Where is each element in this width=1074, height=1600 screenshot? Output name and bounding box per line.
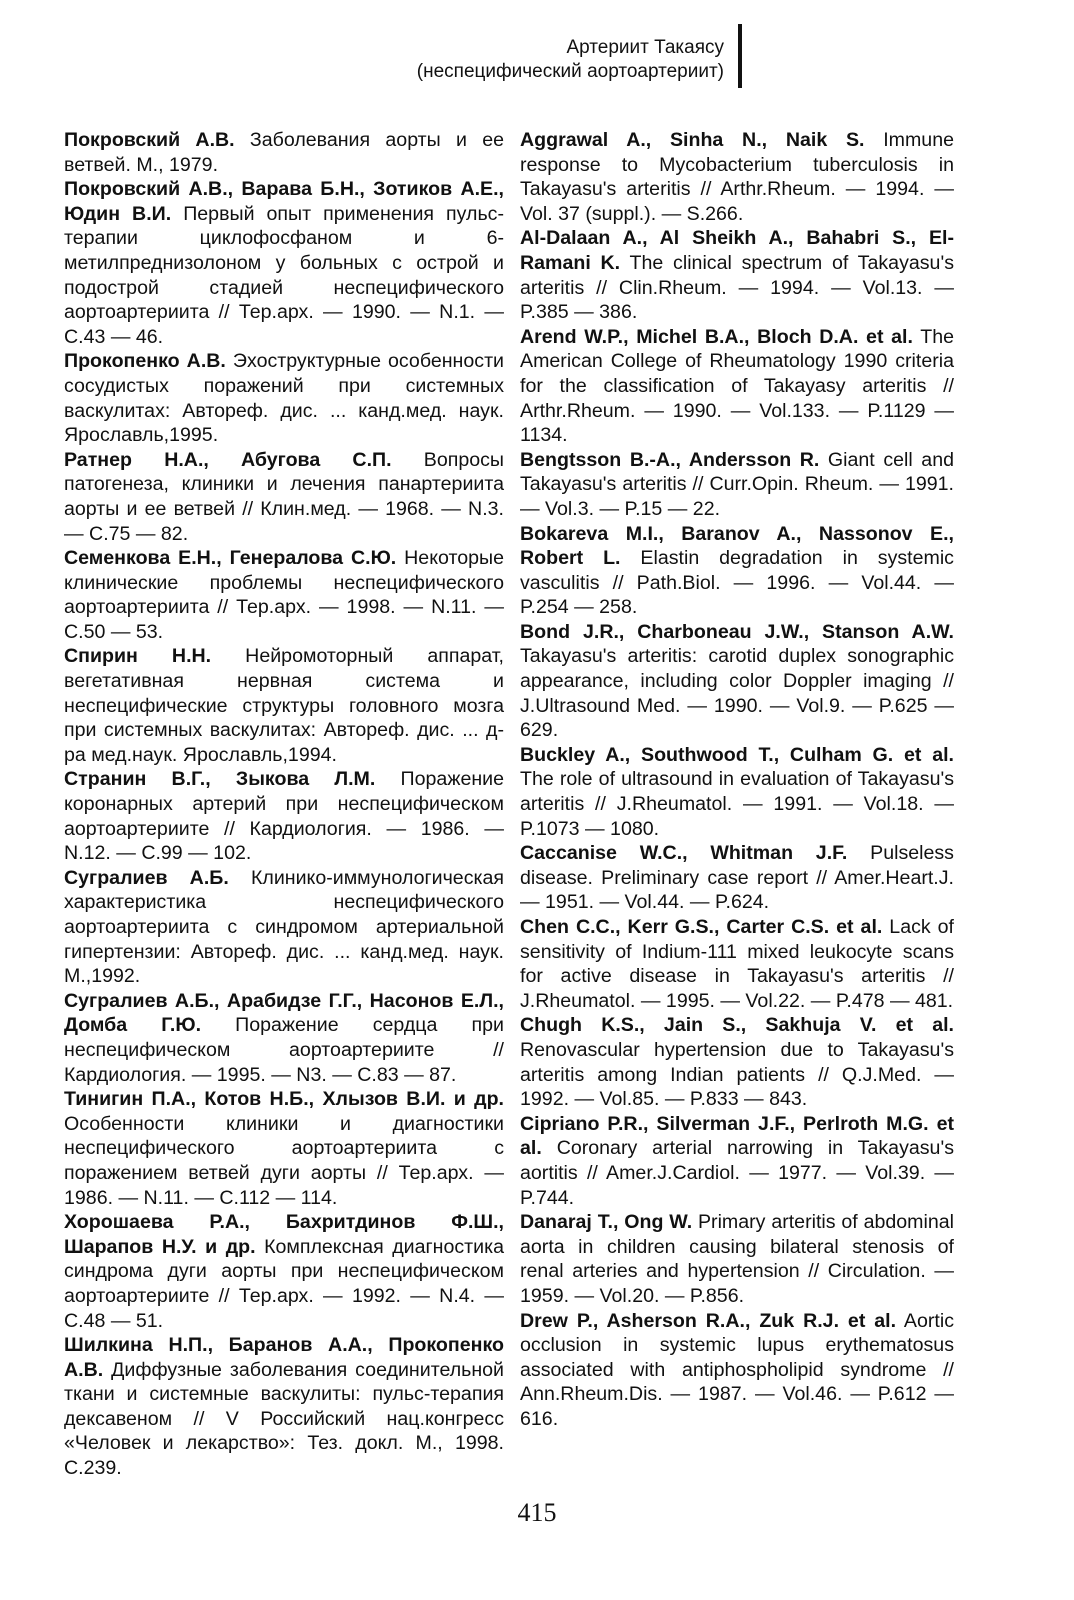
reference-authors: Chugh K.S., Jain S., Sakhuja V. et al. bbox=[520, 1014, 954, 1037]
header-vertical-rule bbox=[738, 24, 742, 88]
reference-authors: Покровский А.В. bbox=[64, 129, 235, 151]
reference-entry bbox=[64, 177, 504, 349]
reference-text: Клинико-иммунологическая характеристика неспецифического аортоартериита с синдромом артериальной гипертензии: Автореф. дис. ... канд.мед. наук. М.,1992. bbox=[64, 866, 504, 988]
reference-entry bbox=[64, 989, 504, 1087]
reference-entry bbox=[64, 128, 504, 177]
reference-text: Aortic occlusion in systemic lupus erythematosus associated with antiphospholipid syndrome // Ann.Rheum.Dis. — 1987. — Vol.46. — P.612 — 616. bbox=[520, 1309, 955, 1430]
page-number: 415 bbox=[517, 1498, 557, 1527]
reference-entry bbox=[64, 448, 504, 546]
reference-entry bbox=[520, 620, 954, 743]
reference-text: Эхоструктурные особенности сосудистых поражений при системных васкулитах: Автореф. дис. ... канд.мед. наук. Ярославль,1995. bbox=[64, 350, 504, 447]
reference-entry bbox=[520, 841, 954, 915]
reference-entry bbox=[520, 743, 954, 841]
reference-authors: Сугралиев А.Б. bbox=[64, 866, 229, 889]
reference-text: Первый опыт применения пульс-терапии циклофосфаном и 6-метилпреднизолоном у больных с острой и подострой стадией неспецифического аортоартериита // Тер.арх. — 1990. — N.1. — С.43 — 46. bbox=[64, 202, 504, 348]
reference-entry bbox=[64, 866, 504, 989]
reference-authors: Danaraj T., Ong W. bbox=[520, 1211, 693, 1234]
reference-text: Immune response to Mycobacterium tuberculosis in Takayasu's arteritis // Arthr.Rheum. — 1994. — Vol. 37 (suppl.). — S.266. bbox=[520, 129, 954, 225]
reference-authors: Bond J.R., Charboneau J.W., Stanson A.W. bbox=[520, 620, 954, 643]
reference-authors: Хорошаева Р.А., Бахритдинов Ф.Ш., Шарапов Н.У. и др. bbox=[64, 1211, 504, 1258]
header-subtitle: (неспецифический аортоартериит) bbox=[416, 61, 724, 82]
reference-text: Диффузные заболевания соединительной ткани и системные васкулиты: пульс-терапия дексавеном // V Российский нац.конгресс «Человек и лекарство»: Тез. докл. М., 1998. С.239. bbox=[64, 1358, 504, 1480]
reference-authors: Al-Dalaan A., Al Sheikh A., Bahabri S., El-Ramani K. bbox=[520, 227, 954, 274]
references-right-column bbox=[520, 128, 954, 1431]
reference-authors: Aggrawal A., Sinha N., Naik S. bbox=[520, 129, 865, 151]
reference-entry bbox=[64, 644, 504, 767]
reference-entry bbox=[520, 915, 954, 1013]
reference-text: Giant cell and Takayasu's arteritis // Curr.Opin. Rheum. — 1991. — Vol.3. — P.15 — 22. bbox=[520, 448, 954, 520]
references-left-column bbox=[64, 128, 504, 1481]
reference-entry bbox=[520, 522, 954, 620]
reference-authors: Покровский А.В., Варава Б.Н., Зотиков А.Е., Юдин В.И. bbox=[64, 178, 504, 225]
reference-text: Комплексная диагностика синдрома дуги аорты при неспецифическом аортоартериите // Тер.арх. — 1992. — N.4. — С.48 — 51. bbox=[64, 1235, 504, 1332]
reference-entry bbox=[520, 1013, 954, 1111]
reference-text: Нейромоторный аппарат, вегетативная нервная система и неспецифические структуры головного мозга при системных васкулитах: Автореф. дис. ... д-ра мед.наук. Ярославль,1994. bbox=[64, 645, 504, 766]
reference-entry bbox=[520, 325, 954, 448]
reference-entry bbox=[520, 1309, 954, 1432]
reference-authors: Bokareva M.I., Baranov A., Nassonov E., Robert L. bbox=[520, 522, 954, 570]
reference-text: The role of ultrasound in evaluation of Takayasu's arteritis // J.Rheumatol. — 1991. — Vol.18. — P.1073 — 1080. bbox=[520, 768, 954, 840]
reference-text: The American College of Rheumatology 1990 criteria for the classification of Takayasy arteritis // Arthr.Rheum. — 1990. — Vol.133. — P.1129 — 1134. bbox=[520, 325, 954, 447]
reference-authors: Спирин Н.Н. bbox=[64, 645, 212, 668]
reference-entry bbox=[520, 128, 954, 226]
reference-authors: Cipriano P.R., Silverman J.F., Perlroth M.G. et al. bbox=[520, 1112, 954, 1160]
reference-text: Вопросы патогенеза, клиники и лечения панартериита аорты и ее ветвей // Клин.мед. — 1968. — N.3. — С.75 — 82. bbox=[64, 448, 504, 545]
reference-text: Pulseless disease. Preliminary case report // Amer.Heart.J. — 1951. — Vol.44. — P.624. bbox=[520, 842, 954, 914]
reference-text: Особенности клиники и диагностики неспецифического аортоартериита с поражением ветвей дуги аорты // Тер.арх. — 1986. — N.11. — С.112 — 114. bbox=[64, 1112, 504, 1209]
reference-authors: Сугралиев А.Б., Арабидзе Г.Г., Насонов Е.Л., Домба Г.Ю. bbox=[64, 989, 504, 1037]
reference-authors: Bengtsson B.-A., Andersson R. bbox=[520, 448, 820, 471]
reference-authors: Прокопенко А.В. bbox=[64, 350, 226, 373]
reference-text: Поражение сердца при неспецифическом аортоартериите // Кардиология. — 1995. — N3. — С.83 — 87. bbox=[64, 1014, 505, 1086]
reference-text: The clinical spectrum of Takayasu's arteritis // Clin.Rheum. — 1994. — Vol.13. — P.385 — 386. bbox=[520, 251, 954, 324]
header-title: Артериит Такаясу bbox=[566, 37, 724, 58]
reference-text: Coronary arterial narrowing in Takayasu's aortitis // Amer.J.Cardiol. — 1977. — Vol.39. — P.744. bbox=[520, 1137, 954, 1209]
reference-authors: Drew P., Asherson R.A., Zuk R.J. et al. bbox=[520, 1309, 897, 1332]
reference-entry bbox=[64, 349, 504, 447]
reference-authors: Тинигин П.А., Котов Н.Б., Хлызов В.И. и др. bbox=[64, 1088, 504, 1111]
reference-text: Поражение коронарных артерий при неспецифическом аортоартериите // Кардиология. — 1986. — N.12. — С.99 — 102. bbox=[64, 768, 504, 865]
reference-authors: Странин В.Г., Зыкова Л.М. bbox=[64, 768, 376, 791]
reference-entry bbox=[64, 1333, 504, 1481]
reference-authors: Arend W.P., Michel B.A., Bloch D.A. et al. bbox=[520, 325, 913, 348]
reference-text: Некоторые клинические проблемы неспецифического аортоартериита // Тер.арх. — 1998. — N.11. — С.50 — 53. bbox=[64, 547, 504, 643]
reference-authors: Buckley A., Southwood T., Culham G. et al. bbox=[520, 743, 954, 766]
reference-entry bbox=[64, 1210, 504, 1333]
reference-entry bbox=[64, 767, 504, 865]
reference-text: Takayasu's arteritis: carotid duplex sonographic appearance, including color Doppler imaging // J.Ultrasound Med. — 1990. — Vol.9. — P.625 — 629. bbox=[520, 645, 954, 742]
reference-entry bbox=[64, 546, 504, 644]
reference-text: Заболевания аорты и ее ветвей. М., 1979. bbox=[64, 129, 505, 176]
reference-authors: Семенкова Е.Н., Генералова С.Ю. bbox=[64, 547, 397, 570]
reference-authors: Chen C.C., Kerr G.S., Carter C.S. et al. bbox=[520, 916, 883, 938]
reference-text: Primary arteritis of abdominal aorta in children causing bilateral stenosis of renal arteries and hypertension // Circulation. — 1959. — Vol.20. — P.856. bbox=[520, 1211, 954, 1307]
reference-entry bbox=[520, 448, 954, 522]
reference-entry bbox=[64, 1087, 504, 1210]
reference-authors: Шилкина Н.П., Баранов А.А., Прокопенко А.В. bbox=[64, 1334, 504, 1381]
running-header bbox=[344, 36, 724, 84]
reference-entry bbox=[520, 1210, 954, 1308]
reference-authors: Caccanise W.C., Whitman J.F. bbox=[520, 842, 848, 865]
reference-authors: Ратнер Н.А., Абугова С.П. bbox=[64, 448, 392, 471]
reference-text: Renovascular hypertension due to Takayasu's arteritis among Indian patients // Q.J.Med. — 1992. — Vol.85. — P.833 — 843. bbox=[520, 1038, 954, 1111]
reference-text: Elastin degradation in systemic vasculitis // Path.Biol. — 1996. — Vol.44. — P.254 — 258. bbox=[520, 547, 954, 619]
reference-text: Lack of sensitivity of Indium-111 mixed leukocyte scans for active disease in Takayasu's arteritis // J.Rheumatol. — 1995. — Vol.22. — P.478 — 481. bbox=[520, 916, 954, 1012]
reference-entry bbox=[520, 226, 954, 324]
reference-entry bbox=[520, 1112, 954, 1210]
